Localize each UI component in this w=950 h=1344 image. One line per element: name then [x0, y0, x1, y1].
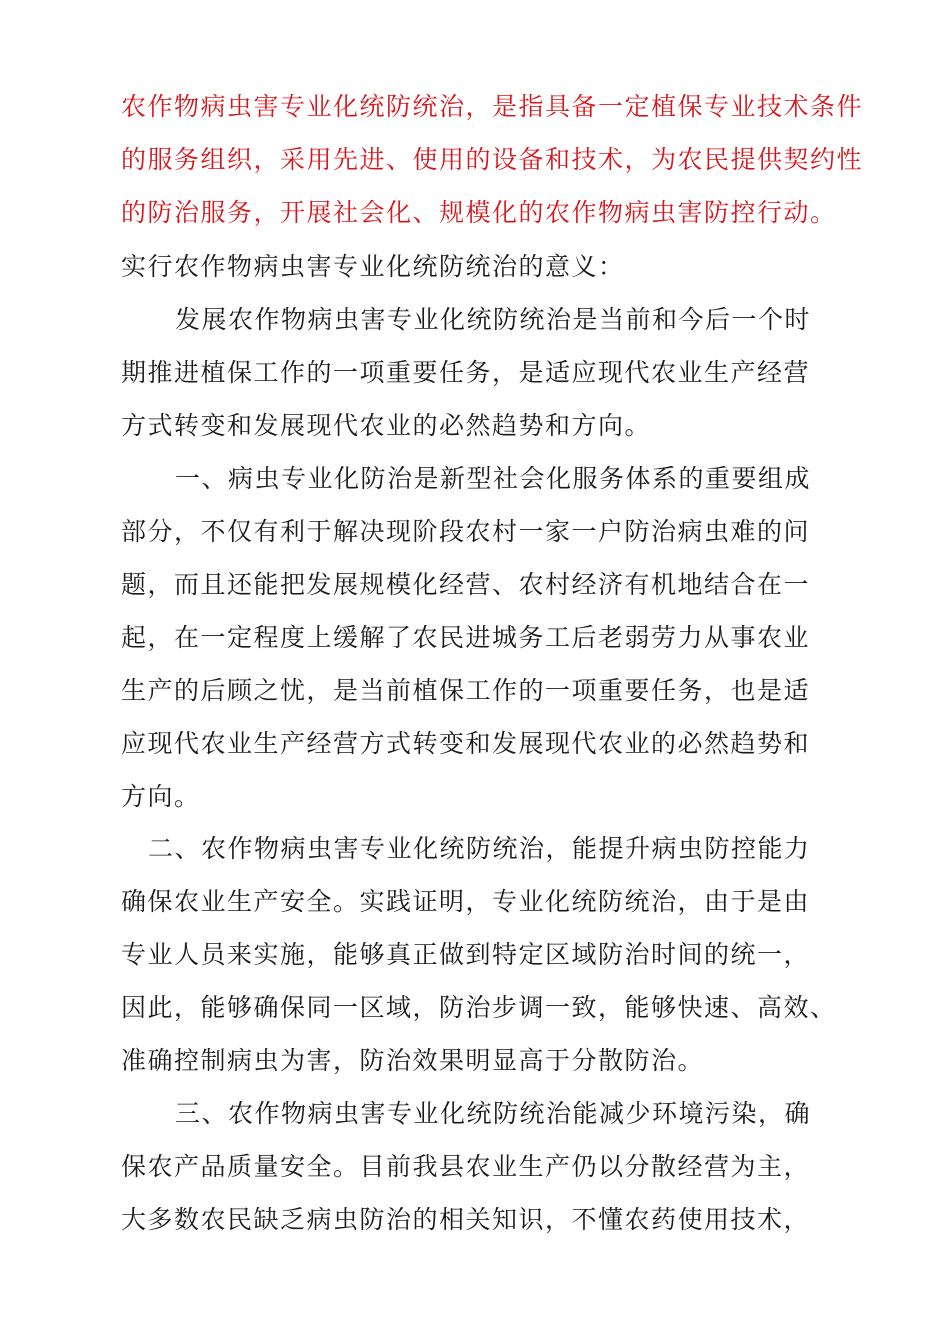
point2-line: 专业人员来实施，能够真正做到特定区域防治时间的统一， [121, 940, 811, 969]
intro-line: 方式转变和发展现代农业的必然趋势和方向。 [121, 411, 652, 440]
point1-line: 部分，不仅有利于解决现阶段农村一家一户防治病虫难的问 [121, 517, 811, 546]
point3-line: 三、农作物病虫害专业化统防统治能减少环境污染，确 [175, 1099, 812, 1128]
point2-line: 因此，能够确保同一区域，防治步调一致，能够快速、高效、 [121, 993, 837, 1022]
intro-line: 发展农作物病虫害专业化统防统治是当前和今后一个时 [175, 305, 812, 334]
point2-line: 确保农业生产安全。实践证明，专业化统防统治，由于是由 [121, 887, 811, 916]
point2-line: 二、农作物病虫害专业化统防统治，能提升病虫防控能力 [148, 834, 811, 863]
point1-line: 应现代农业生产经营方式转变和发展现代农业的必然趋势和 [121, 729, 811, 758]
point1-line: 题，而且还能把发展规模化经营、农村经济有机地结合在一 [121, 570, 811, 599]
point3-line: 保农产品质量安全。目前我县农业生产仍以分散经营为主， [121, 1152, 811, 1181]
point1-line: 起，在一定程度上缓解了农民进城务工后老弱劳力从事农业 [121, 623, 811, 652]
section-heading: 实行农作物病虫害专业化统防统治的意义： [121, 252, 625, 281]
point3-line: 大多数农民缺乏病虫防治的相关知识，不懂农药使用技术， [121, 1205, 811, 1234]
point1-line: 方向。 [121, 782, 201, 811]
point2-line: 准确控制病虫为害，防治效果明显高于分散防治。 [121, 1046, 705, 1075]
definition-line: 农作物病虫害专业化统防统治，是指具备一定植保专业技术条件 [121, 92, 864, 121]
point1-line: 生产的后顾之忧，是当前植保工作的一项重要任务，也是适 [121, 676, 811, 705]
definition-line: 的防治服务，开展社会化、规模化的农作物病虫害防控行动。 [121, 198, 837, 227]
intro-line: 期推进植保工作的一项重要任务，是适应现代农业生产经营 [121, 358, 811, 387]
point1-line: 一、病虫专业化防治是新型社会化服务体系的重要组成 [175, 464, 812, 493]
definition-line: 的服务组织，采用先进、使用的设备和技术，为农民提供契约性 [121, 145, 864, 174]
